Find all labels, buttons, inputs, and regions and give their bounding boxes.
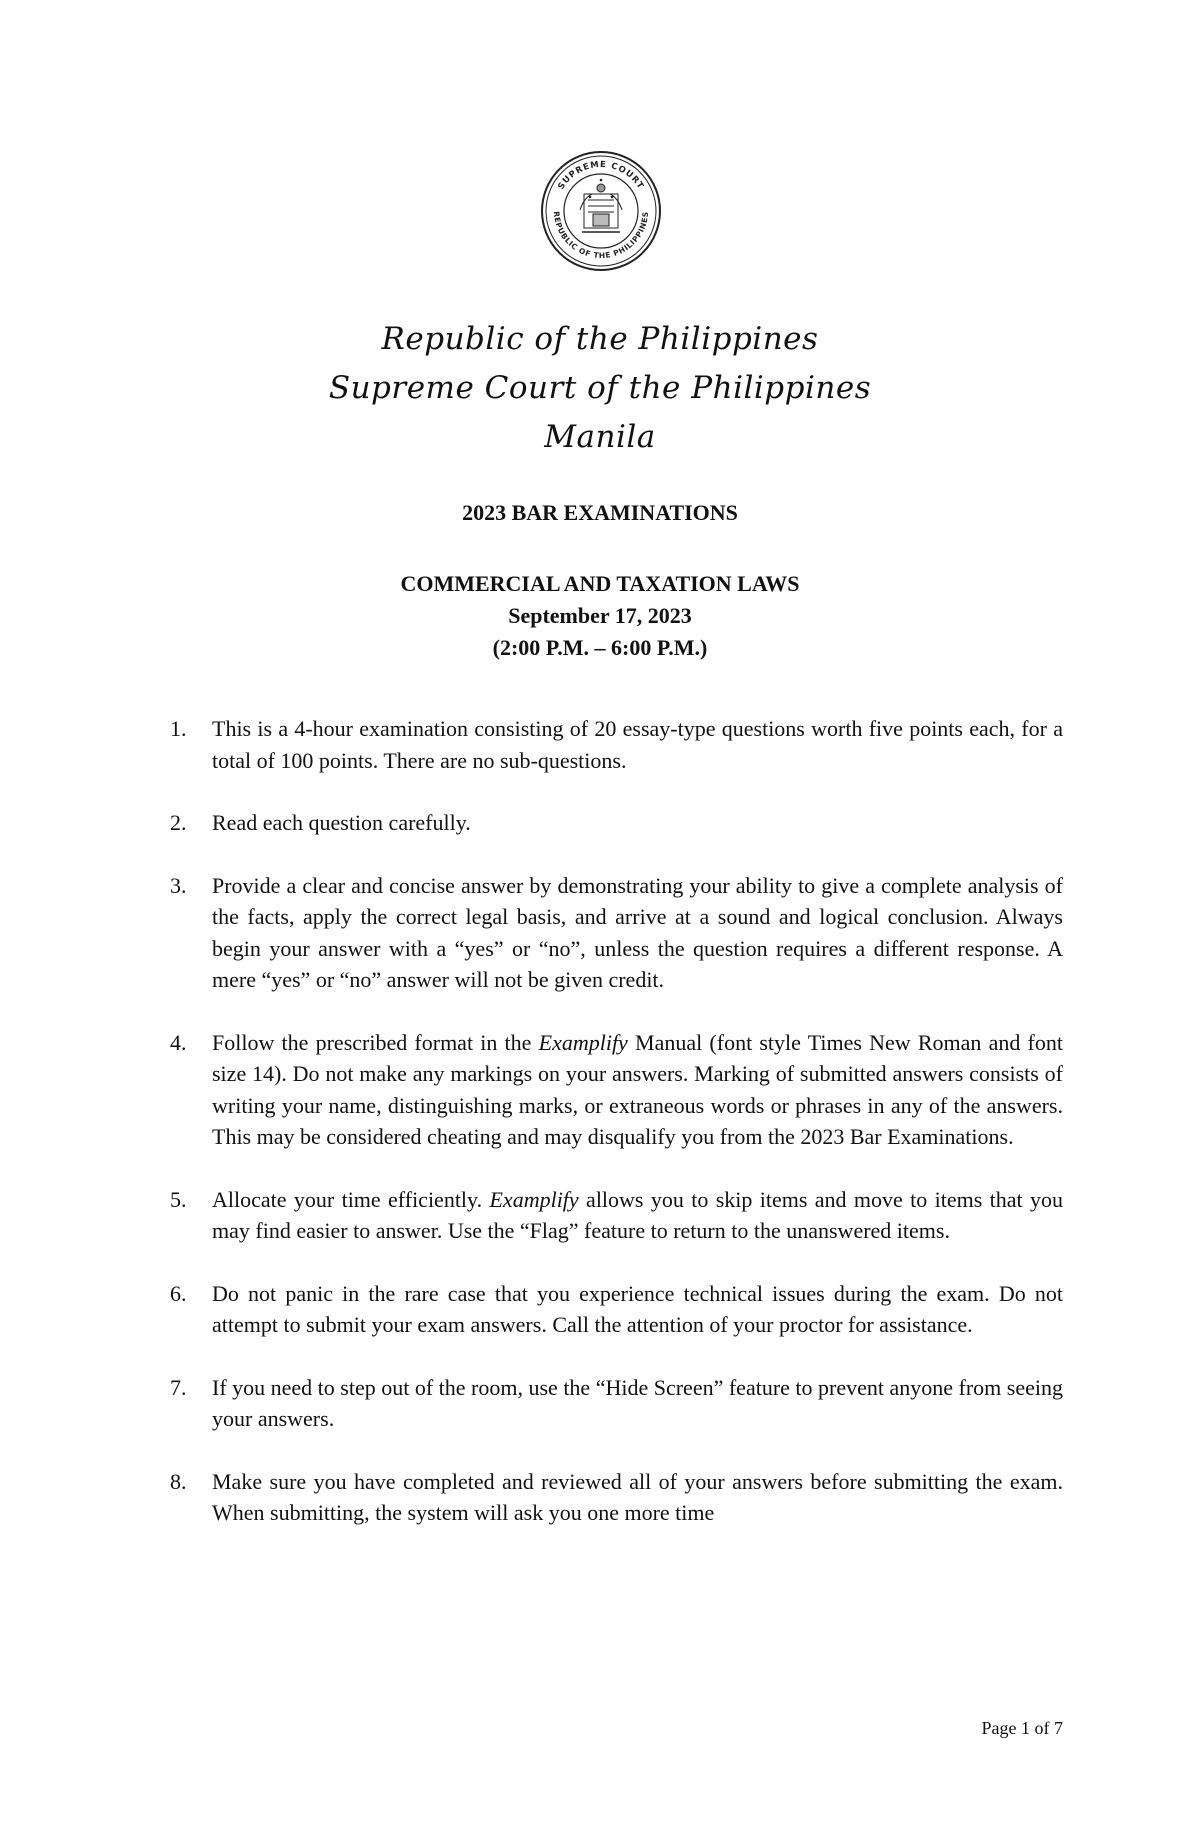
svg-text:REPUBLIC OF THE PHILIPPINES: REPUBLIC OF THE PHILIPPINES — [551, 210, 651, 261]
exam-date: September 17, 2023 — [508, 603, 692, 628]
instruction-number: 1. — [170, 716, 187, 741]
issuing-authority-header — [0, 315, 1200, 462]
header-city: Manila — [544, 419, 656, 455]
software-name: Examplify — [538, 1029, 628, 1055]
instruction-text: Follow the prescribed format in the Examplify Manual (font style Times New Roman and font size 14). Do not make any markings on your answers. Marking of submitted answers consists of writing your name, distinguishing marks, or extraneous words or phrases in any of the answers. This may be considered cheating and may disqualify you from the 2023 Bar Examinations. — [212, 1029, 1063, 1149]
page-number: Page 1 of 7 — [981, 1718, 1063, 1738]
svg-text:SUPREME COURT: SUPREME COURT — [556, 159, 646, 192]
instruction-text: Read each question carefully. — [212, 810, 471, 835]
instruction-item — [170, 1372, 1063, 1435]
instruction-item — [170, 1027, 1063, 1153]
instruction-text: Do not panic in the rare case that you experience technical issues during the exam. Do not attempt to submit your exam answers. Call the attention of your proctor for assistance. — [212, 1280, 1063, 1337]
instruction-number: 8. — [170, 1468, 187, 1494]
instruction-item — [170, 1466, 1063, 1529]
instruction-item — [170, 1278, 1063, 1341]
software-name: Examplify — [489, 1186, 579, 1212]
instruction-text: This is a 4-hour examination consisting of 20 essay-type questions worth five points each, for a total of 100 points. There are no sub-questions. — [212, 716, 1063, 773]
instruction-text: Provide a clear and concise answer by demonstrating your ability to give a complete analysis of the facts, apply the correct legal basis, and arrive at a sound and logical conclusion. Always begin your answer with a “yes” or “no”, unless the question requires a different response. A mere “yes” or “no” answer will not be given credit. — [212, 872, 1063, 992]
instruction-item — [170, 870, 1063, 996]
instruction-text: Allocate your time efficiently. Examplify allows you to skip items and move to items that you may find easier to answer. Use the “Flag” feature to return to the unanswered items. — [212, 1186, 1064, 1243]
instruction-number: 5. — [170, 1186, 187, 1212]
supreme-court-seal — [540, 150, 662, 272]
instruction-number: 3. — [170, 872, 187, 898]
instruction-text: If you need to step out of the room, use the “Hide Screen” feature to prevent anyone from seeing your answers. — [212, 1374, 1063, 1431]
header-supreme-court: Supreme Court of the Philippines — [328, 370, 872, 406]
instruction-text: Make sure you have completed and reviewed all of your answers before submitting the exam. When submitting, the system will ask you one more time — [212, 1468, 1063, 1525]
instruction-number: 2. — [170, 810, 187, 835]
exam-subject: COMMERCIAL AND TAXATION LAWS — [400, 571, 800, 596]
instruction-item — [170, 807, 1063, 839]
exam-title: 2023 BAR EXAMINATIONS — [462, 500, 738, 525]
instruction-item — [170, 713, 1063, 776]
instruction-item — [170, 1184, 1063, 1247]
instruction-number: 4. — [170, 1029, 187, 1055]
exam-subject-block — [0, 568, 1200, 664]
header-republic: Republic of the Philippines — [381, 321, 819, 357]
instruction-number: 7. — [170, 1374, 187, 1400]
instruction-number: 6. — [170, 1280, 187, 1306]
exam-time: (2:00 P.M. – 6:00 P.M.) — [492, 635, 708, 660]
instructions-list — [170, 713, 1063, 1560]
